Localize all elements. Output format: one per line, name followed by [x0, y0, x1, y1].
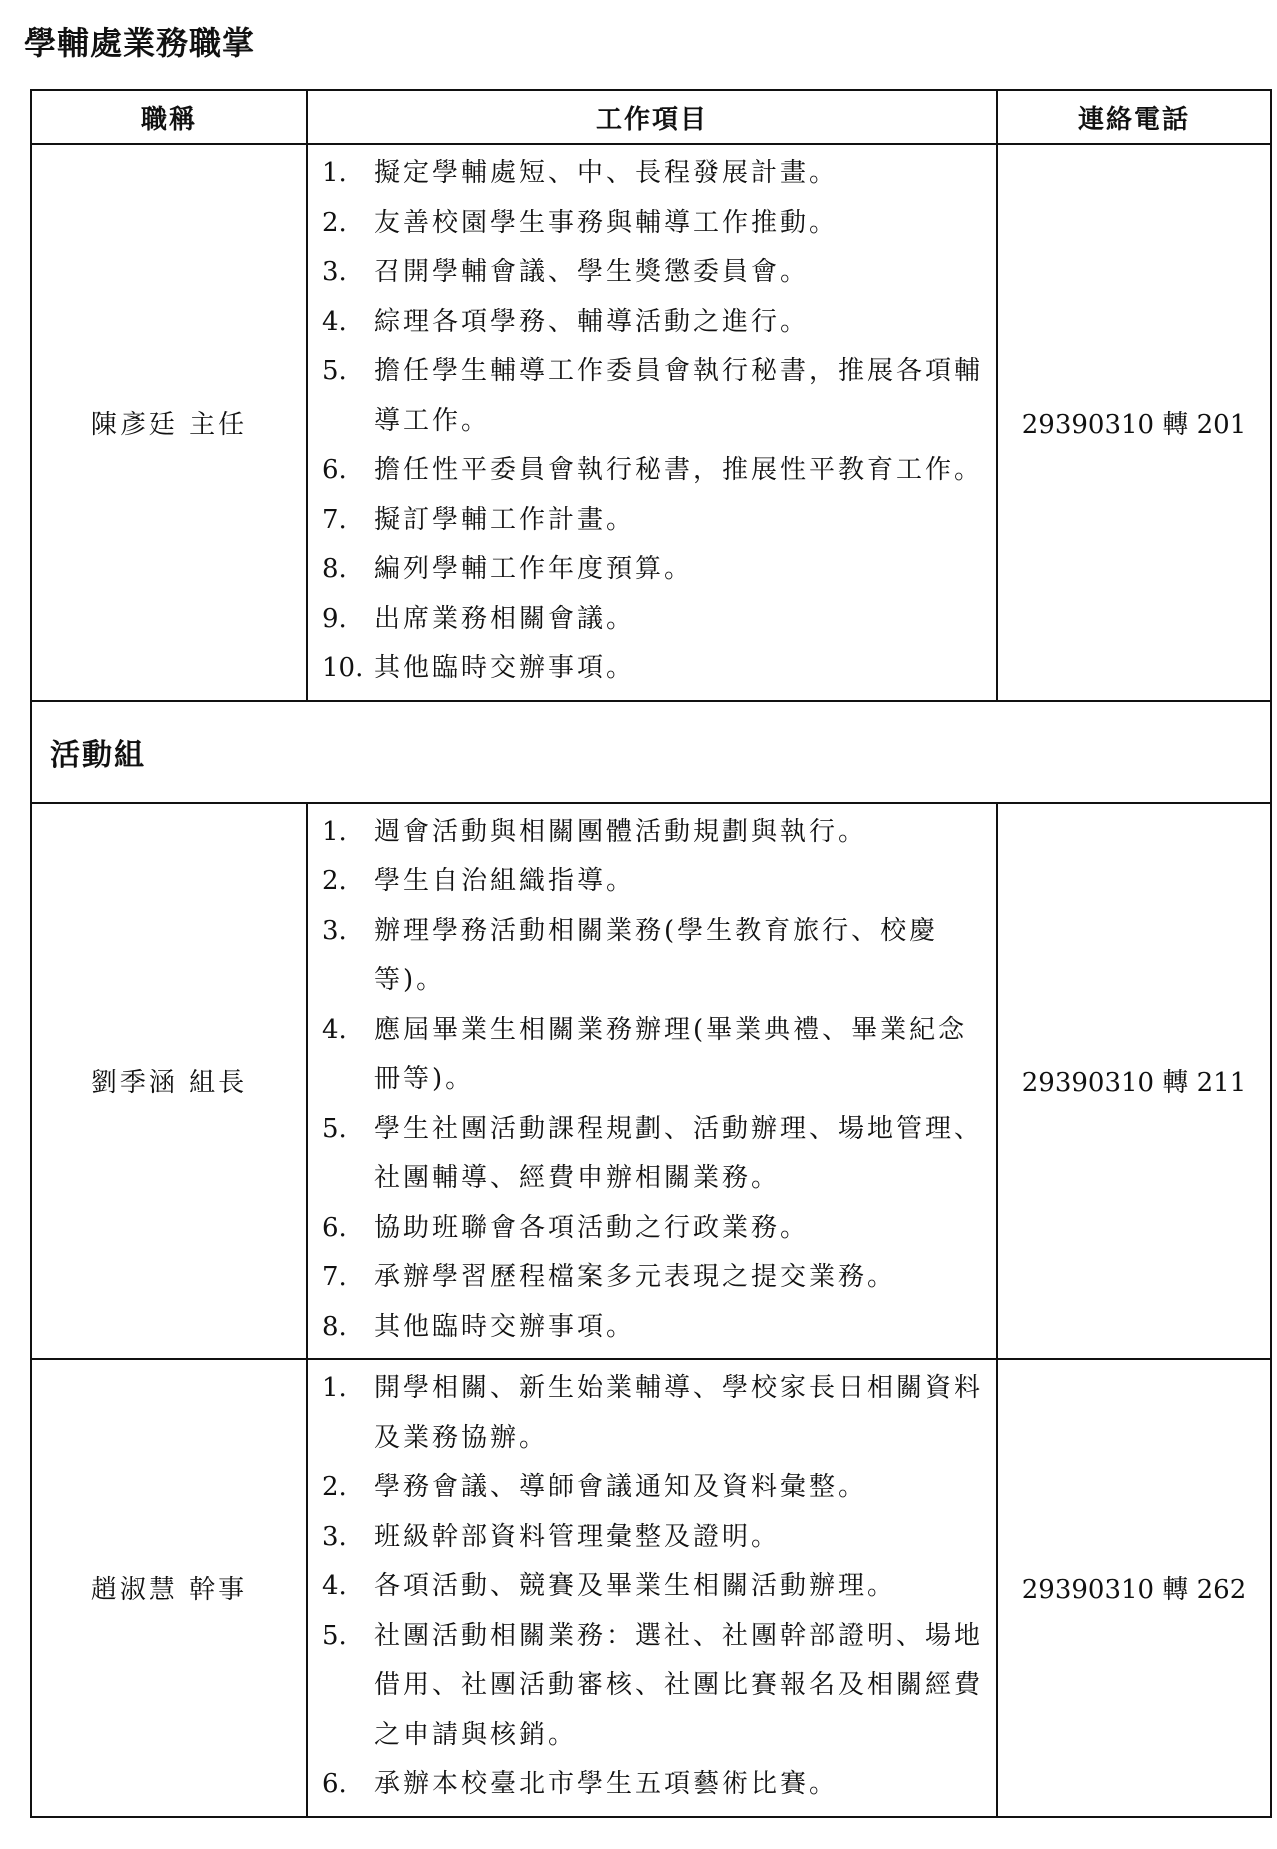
duty-item	[322, 857, 986, 907]
duty-item	[322, 1463, 986, 1513]
duty-number: 5.	[322, 356, 347, 386]
duty-number: 9.	[322, 603, 347, 634]
duty-number: 7.	[322, 504, 347, 535]
duty-list	[307, 803, 997, 1360]
staff-phone: 29390310 轉 201	[997, 144, 1271, 701]
duty-item	[322, 1006, 986, 1105]
duty-text: 協助班聯會各項活動之行政業務。	[374, 1212, 810, 1243]
duty-text: 班級幹部資料管理彙整及證明。	[374, 1521, 781, 1552]
staff-row	[31, 144, 1271, 701]
section-row	[31, 701, 1271, 803]
duty-text: 辦理學務活動相關業務(學生教育旅行、校慶等)。	[374, 915, 939, 995]
duty-list	[307, 1359, 997, 1817]
duty-text: 學生自治組織指導。	[374, 866, 636, 896]
header-row	[31, 90, 1271, 144]
duty-item	[322, 595, 986, 645]
duty-text: 學務會議、導師會議通知及資料彙整。	[374, 1472, 868, 1502]
staff-name: 陳彥廷 主任	[31, 144, 307, 701]
duty-number: 7.	[322, 1262, 347, 1292]
duty-number: 8.	[322, 554, 347, 584]
staff-row	[31, 803, 1271, 1360]
duty-item	[322, 907, 986, 1006]
duty-text: 友善校園學生事務與輔導工作推動。	[374, 207, 839, 238]
duty-number: 6.	[322, 1769, 347, 1799]
duty-text: 召開學輔會議、學生獎懲委員會。	[374, 257, 810, 287]
duty-number: 4.	[322, 1571, 347, 1601]
duty-item	[322, 1760, 986, 1810]
duty-item	[322, 1364, 986, 1463]
duty-number: 10.	[322, 653, 364, 683]
duty-text: 綜理各項學務、輔導活動之進行。	[374, 306, 810, 337]
duty-number: 3.	[322, 915, 347, 946]
duty-item	[322, 199, 986, 249]
duty-item	[322, 1105, 986, 1204]
staff-phone: 29390310 轉 211	[997, 803, 1271, 1360]
duty-item	[322, 1513, 986, 1563]
duty-number: 5.	[322, 1620, 347, 1651]
duty-item	[322, 496, 986, 546]
duty-item	[322, 1303, 986, 1353]
page-title: 學輔處業務職掌	[24, 24, 256, 62]
duty-text: 承辦學習歷程檔案多元表現之提交業務。	[374, 1262, 897, 1292]
duty-text: 出席業務相關會議。	[374, 603, 636, 634]
duty-number: 3.	[322, 1521, 347, 1552]
duty-text: 週會活動與相關團體活動規劃與執行。	[374, 816, 868, 847]
duty-text: 開學相關、新生始業輔導、學校家長日相關資料及業務協辦。	[374, 1373, 984, 1453]
duty-list	[307, 144, 997, 701]
duty-number: 2.	[322, 866, 347, 896]
duty-number: 1.	[322, 158, 347, 188]
duty-text: 社團活動相關業務：選社、社團幹部證明、場地借用、社團活動審核、社團比賽報名及相關經費之申請與核銷。	[374, 1620, 984, 1750]
duty-item	[322, 1253, 986, 1303]
duty-number: 1.	[322, 1373, 347, 1403]
duty-text: 編列學輔工作年度預算。	[374, 554, 694, 584]
duty-number: 8.	[322, 1311, 347, 1342]
duty-item	[322, 1562, 986, 1612]
duty-item	[322, 644, 986, 694]
staff-name: 劉季涵 組長	[31, 803, 307, 1360]
duty-number: 6.	[322, 1212, 347, 1243]
duty-text: 擬定學輔處短、中、長程發展計畫。	[374, 158, 839, 188]
duty-item	[322, 545, 986, 595]
duty-text: 其他臨時交辦事項。	[374, 1311, 636, 1342]
duty-number: 5.	[322, 1113, 347, 1144]
duty-number: 2.	[322, 1472, 347, 1502]
duty-item	[322, 248, 986, 298]
duty-text: 承辦本校臺北市學生五項藝術比賽。	[374, 1769, 839, 1799]
duty-text: 學生社團活動課程規劃、活動辦理、場地管理、社團輔導、經費申辦相關業務。	[374, 1113, 984, 1193]
duties-table	[30, 89, 1272, 1818]
duty-text: 其他臨時交辦事項。	[374, 653, 636, 683]
duty-item	[322, 808, 986, 858]
header-position: 職稱	[31, 90, 307, 144]
duty-number: 6.	[322, 455, 347, 485]
header-items: 工作項目	[307, 90, 997, 144]
duty-item	[322, 446, 986, 496]
duty-number: 1.	[322, 816, 347, 847]
duty-item	[322, 298, 986, 348]
duty-item	[322, 149, 986, 199]
duty-item	[322, 1612, 986, 1761]
duty-text: 擬訂學輔工作計畫。	[374, 504, 636, 535]
duty-text: 擔任學生輔導工作委員會執行秘書，推展各項輔導工作。	[374, 356, 984, 436]
staff-row	[31, 1359, 1271, 1817]
duty-item	[322, 1204, 986, 1254]
duty-text: 應屆畢業生相關業務辦理(畢業典禮、畢業紀念冊等)。	[374, 1014, 968, 1094]
staff-phone: 29390310 轉 262	[997, 1359, 1271, 1817]
duty-text: 擔任性平委員會執行秘書，推展性平教育工作。	[374, 455, 984, 485]
section-title: 活動組	[31, 701, 1271, 803]
duty-item	[322, 347, 986, 446]
duty-number: 2.	[322, 207, 347, 238]
duty-number: 4.	[322, 306, 347, 337]
duty-number: 4.	[322, 1014, 347, 1045]
staff-name: 趙淑慧 幹事	[31, 1359, 307, 1817]
header-phone: 連絡電話	[997, 90, 1271, 144]
duty-number: 3.	[322, 257, 347, 287]
duty-text: 各項活動、競賽及畢業生相關活動辦理。	[374, 1571, 897, 1601]
